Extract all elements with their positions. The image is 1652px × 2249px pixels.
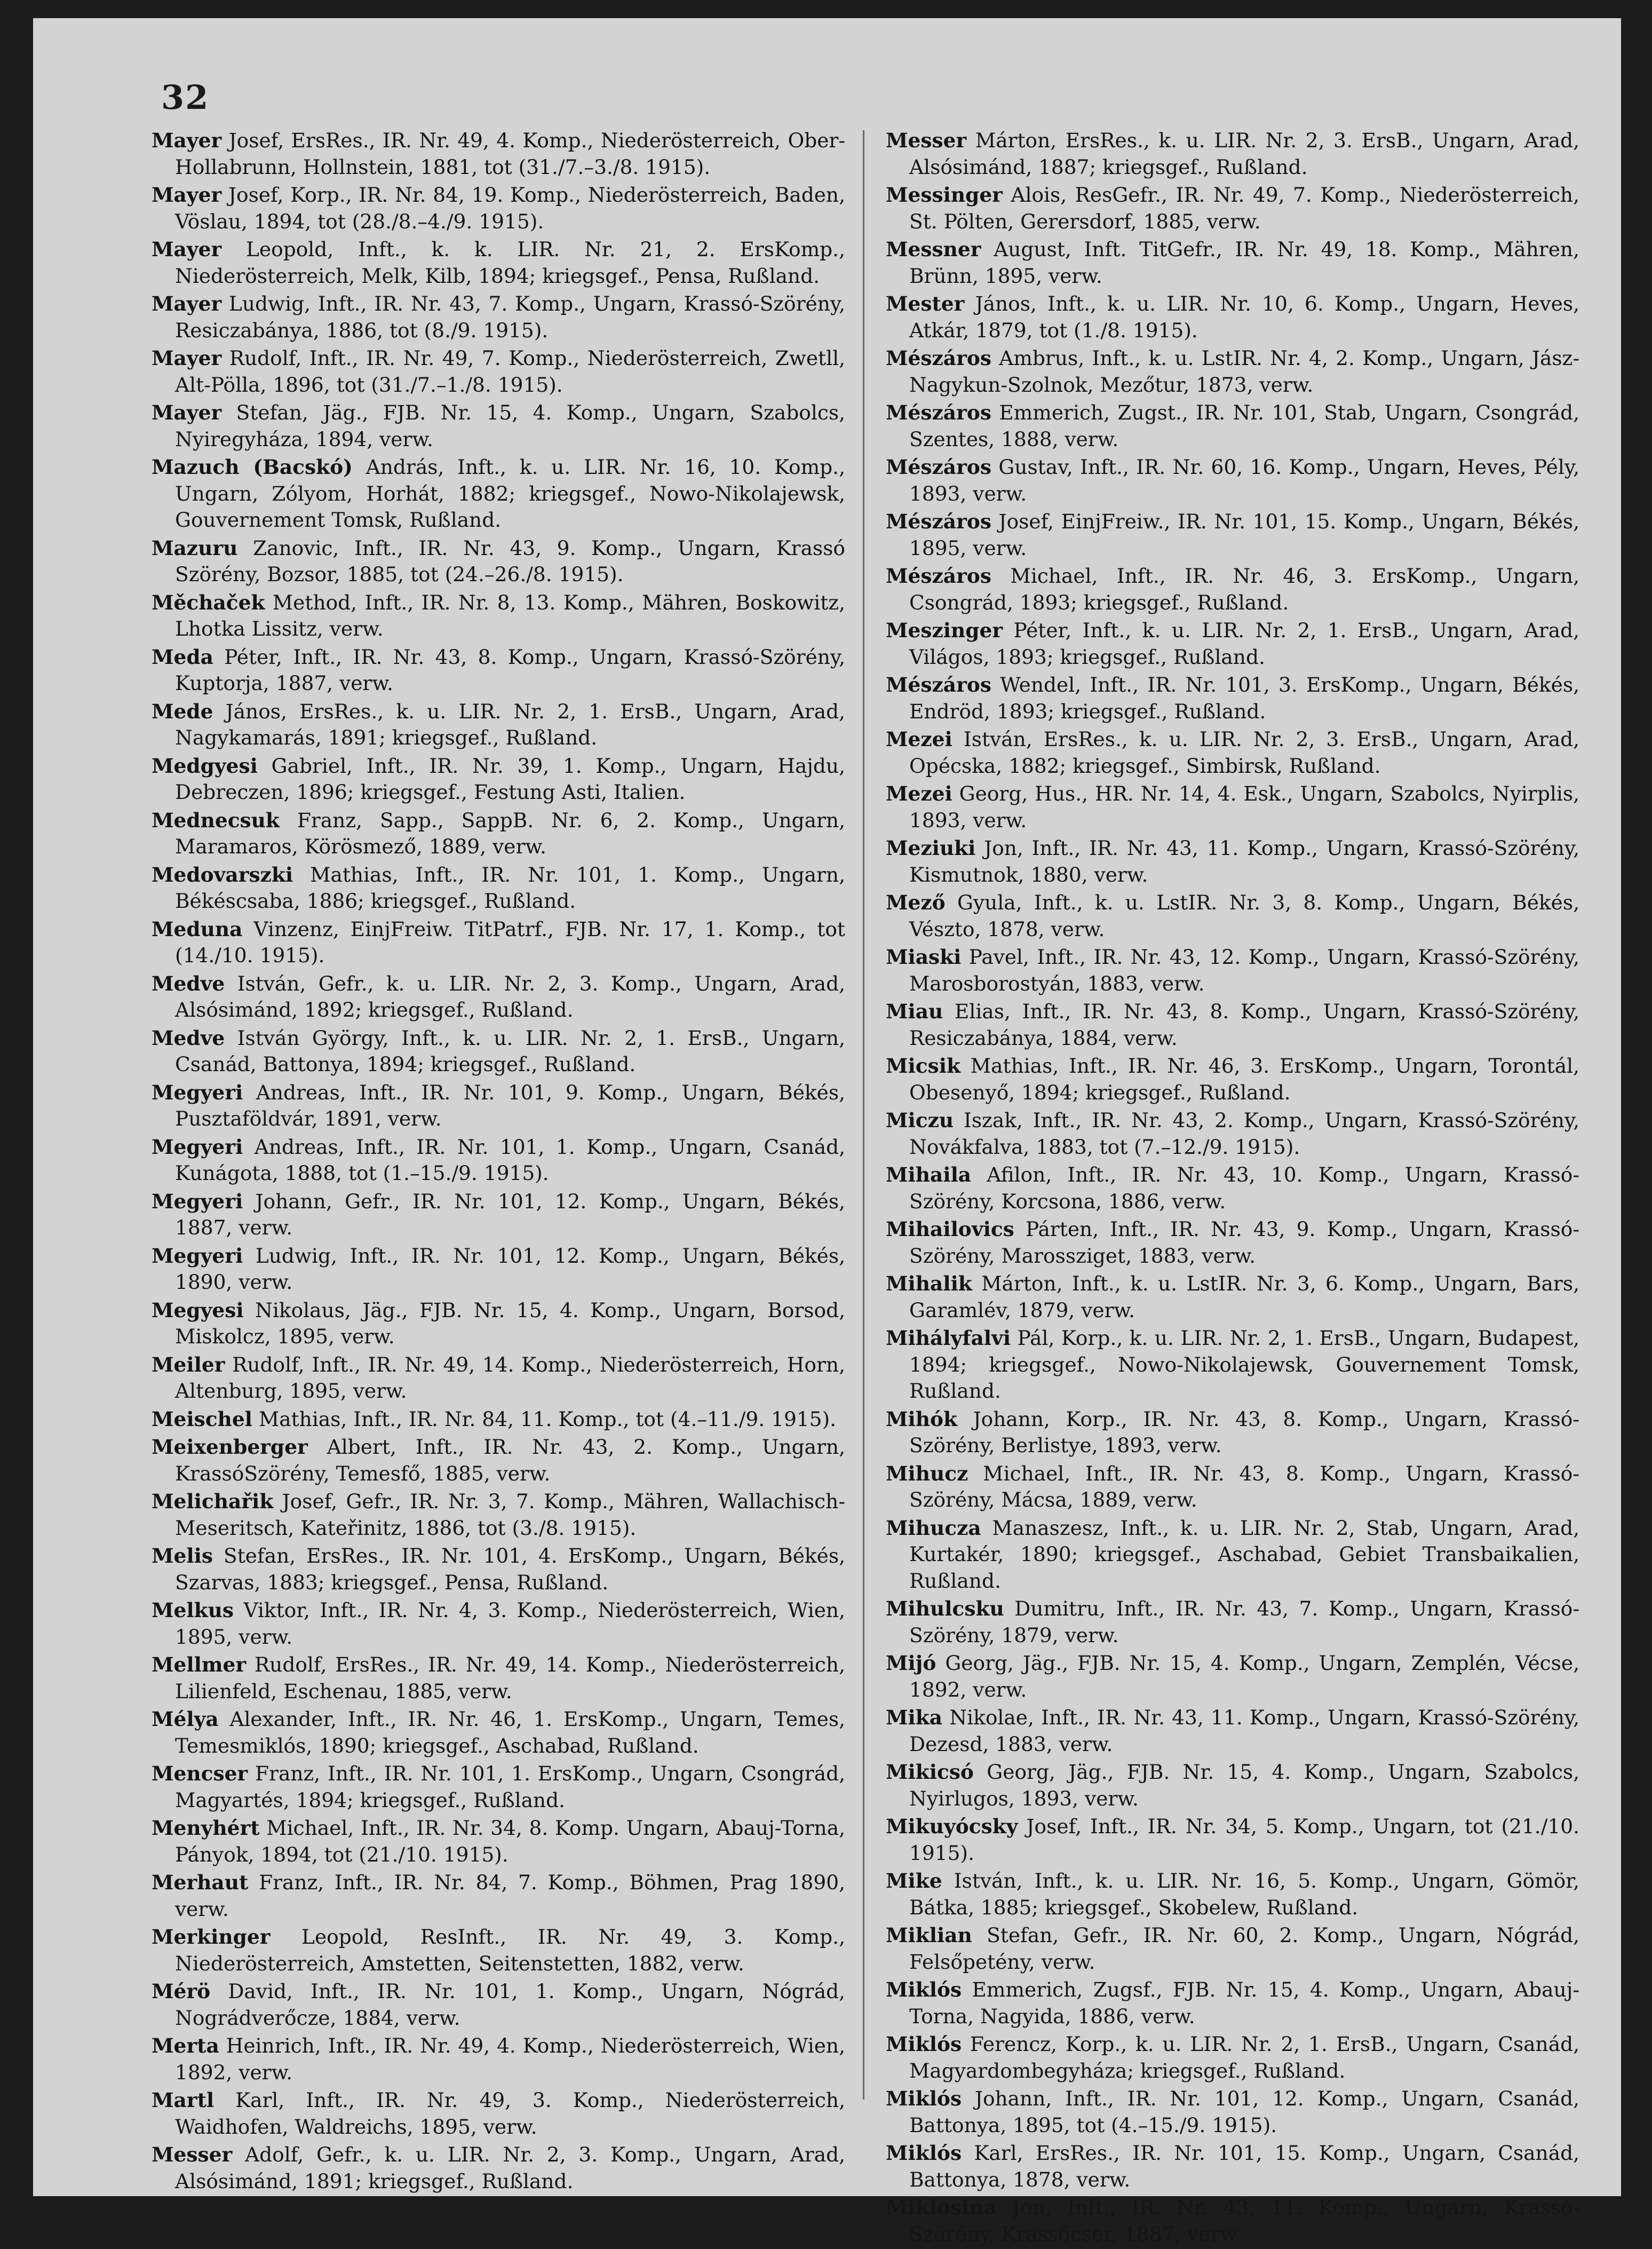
entry-details: Viktor, Inft., IR. Nr. 4, 3. Komp., Niederösterreich, Wien, 1895, verw. <box>175 1598 845 1649</box>
entry-surname: Meszinger <box>886 619 1003 642</box>
entry-details: Emmerich, Zugsf., FJB. Nr. 15, 4. Komp., Ungarn, Abauj-Torna, Nagyida, 1886, verw. <box>909 1978 1579 2028</box>
register-entry <box>152 400 845 453</box>
register-entry <box>886 2140 1579 2193</box>
register-entry <box>152 1352 845 1405</box>
register-entry <box>886 1162 1579 1215</box>
register-entry <box>152 1243 845 1296</box>
entry-surname: Mazuch (Bacskó) <box>152 455 353 479</box>
entry-details: Stefan, Jäg., FJB. Nr. 15, 4. Komp., Ungarn, Szabolcs, Nyiregyháza, 1894, verw. <box>175 401 845 451</box>
register-entry <box>886 1814 1579 1866</box>
entry-details: Iszak, Inft., IR. Nr. 43, 2. Komp., Ungarn, Krassó-Szörény, Novákfalva, 1883, tot (7.–12./9. 1915). <box>909 1108 1579 1159</box>
register-entry <box>886 672 1579 725</box>
register-entry <box>886 1977 1579 2030</box>
entry-surname: Messner <box>886 237 981 261</box>
entry-details: András, Inft., k. u. LIR. Nr. 16, 10. Komp., Ungarn, Zólyom, Horhát, 1882; kriegsgef., Nowo-Nikolajewsk, Gouvernement Tomsk, Rußland. <box>175 455 845 532</box>
register-entry <box>152 916 845 969</box>
register-entry <box>152 1297 845 1350</box>
entry-surname: Mikuyócsky <box>886 1815 1018 1838</box>
entry-details: Franz, Inft., IR. Nr. 84, 7. Komp., Böhmen, Prag 1890, verw. <box>175 1871 845 1921</box>
register-entry <box>886 291 1579 344</box>
register-entry <box>886 726 1579 779</box>
register-entry <box>886 1053 1579 1106</box>
register-entry <box>886 1596 1579 1649</box>
register-entry <box>886 1216 1579 1269</box>
entry-details: Stefan, ErsRes., IR. Nr. 101, 4. ErsKomp., Ungarn, Békés, Szarvas, 1883; kriegsgef., Pensa, Rußland. <box>175 1544 845 1594</box>
entry-details: Mathias, Inft., IR. Nr. 46, 3. ErsKomp., Ungarn, Torontál, Obesenyő, 1894; kriegsgef., Rußland. <box>909 1054 1579 1104</box>
register-entry <box>152 2087 845 2140</box>
entry-surname: Miau <box>886 1000 943 1023</box>
entry-surname: Mihulcsku <box>886 1597 1004 1620</box>
entry-surname: Miklós <box>886 2032 962 2056</box>
entry-details: István, Gefr., k. u. LIR. Nr. 2, 3. Komp., Ungarn, Arad, Alsósimánd, 1892; kriegsgef., Rußland. <box>175 971 845 1021</box>
register-entry <box>152 2142 845 2195</box>
register-entry <box>886 128 1579 180</box>
entry-surname: Medve <box>152 971 225 995</box>
entry-surname: Mayer <box>152 292 222 315</box>
entry-surname: Mihailovics <box>886 1217 1014 1241</box>
entry-details: Andreas, Inft., IR. Nr. 101, 9. Komp., Ungarn, Békés, Pusztaföldvár, 1891, verw. <box>175 1080 845 1130</box>
entry-surname: Mérö <box>152 1979 211 2003</box>
entry-surname: Mihucz <box>886 1461 968 1485</box>
register-entry <box>886 509 1579 561</box>
register-entry <box>152 1870 845 1922</box>
entry-details: Jon, Inft., IR. Nr. 43, 11. Komp., Ungarn, Krassó-Szörény, Kismutnok, 1880, verw. <box>909 836 1579 886</box>
entry-details: Johann, Inft., IR. Nr. 101, 12. Komp., Ungarn, Csanád, Battonya, 1895, tot (4.–15./9. 1915). <box>909 2087 1579 2137</box>
column-divider <box>863 130 864 2100</box>
register-entry <box>152 1025 845 1078</box>
entry-details: Franz, Inft., IR. Nr. 101, 1. ErsKomp., Ungarn, Csongrád, Magyartés, 1894; kriegsgef., Rußland. <box>175 1762 845 1812</box>
register-entry <box>152 644 845 697</box>
entry-details: Josef, EinjFreiw., IR. Nr. 101, 15. Komp., Ungarn, Békés, 1895, verw. <box>909 510 1579 560</box>
entry-details: Jon, Inft., IR. Nr. 43, 11. Komp., Ungarn, Krassó-Szörény, Krassócser, 1887, verw. <box>909 2196 1579 2246</box>
register-entry <box>886 2031 1579 2084</box>
entry-surname: Miklós <box>886 2087 962 2110</box>
entry-surname: Meischel <box>152 1407 252 1431</box>
page-number: 32 <box>161 78 210 117</box>
register-entry <box>152 1706 845 1759</box>
entry-details: Josef, Inft., IR. Nr. 34, 5. Komp., Ungarn, tot (21./10. 1915). <box>909 1815 1579 1865</box>
entry-surname: Medgyesi <box>152 754 258 778</box>
register-entry <box>886 1515 1579 1595</box>
register-entry <box>886 1461 1579 1514</box>
entry-details: Ambrus, Inft., k. u. LstIR. Nr. 4, 2. Komp., Ungarn, Jász-Nagykun-Szolnok, Mezőtur, 1873, verw. <box>909 346 1579 397</box>
register-entry <box>886 182 1579 235</box>
register-entry <box>886 781 1579 834</box>
register-entry <box>152 1488 845 1541</box>
entry-surname: Mike <box>886 1869 942 1892</box>
entry-details: David, Inft., IR. Nr. 101, 1. Komp., Ungarn, Nógrád, Nográdverőcze, 1884, verw. <box>175 1979 845 2030</box>
register-entry <box>152 1543 845 1596</box>
entry-details: Adolf, Gefr., k. u. LIR. Nr. 2, 3. Komp., Ungarn, Arad, Alsósimánd, 1891; kriegsgef., Rußland. <box>175 2143 845 2193</box>
entry-surname: Messinger <box>886 183 1003 207</box>
entry-details: Gustav, Inft., IR. Nr. 60, 16. Komp., Ungarn, Heves, Pély, 1893, verw. <box>909 455 1579 505</box>
entry-details: Heinrich, Inft., IR. Nr. 49, 4. Komp., Niederösterreich, Wien, 1892, verw. <box>175 2034 845 2084</box>
register-entry <box>152 1597 845 1650</box>
entry-surname: Meda <box>152 645 213 669</box>
entry-surname: Mészáros <box>886 564 991 588</box>
entry-details: Péter, Inft., k. u. LIR. Nr. 2, 1. ErsB., Ungarn, Arad, Világos, 1893; kriegsgef., Rußland. <box>909 619 1579 669</box>
entry-details: István, Inft., k. u. LIR. Nr. 16, 5. Komp., Ungarn, Gömör, Bátka, 1885; kriegsgef., Skobelew, Rußland. <box>909 1869 1579 1919</box>
entry-details: Péter, Inft., IR. Nr. 43, 8. Komp., Ungarn, Krassó-Szörény, Kuptorja, 1887, verw. <box>175 645 845 695</box>
entry-surname: Melis <box>152 1544 213 1567</box>
register-entry <box>886 1406 1579 1459</box>
entry-details: Method, Inft., IR. Nr. 8, 13. Komp., Mähren, Boskowitz, Lhotka Lissitz, verw. <box>175 590 845 640</box>
entry-details: Andreas, Inft., IR. Nr. 101, 1. Komp., Ungarn, Csanád, Kunágota, 1888, tot (1.–15./9. 1915). <box>175 1135 845 1185</box>
entry-surname: Mihók <box>886 1407 958 1431</box>
entry-details: Gyula, Inft., k. u. LstIR. Nr. 3, 8. Komp., Ungarn, Békés, Vészto, 1878, verw. <box>909 891 1579 941</box>
entry-details: Dumitru, Inft., IR. Nr. 43, 7. Komp., Ungarn, Krassó-Szörény, 1879, verw. <box>909 1597 1579 1647</box>
entry-details: Gabriel, Inft., IR. Nr. 39, 1. Komp., Ungarn, Hajdu, Debreczen, 1896; kriegsgef., Festung Asti, Italien. <box>175 754 845 804</box>
register-entry <box>886 236 1579 289</box>
entry-surname: Martl <box>152 2088 215 2112</box>
register-entry <box>886 345 1579 398</box>
left-column <box>152 128 845 2196</box>
entry-surname: Megyeri <box>152 1080 243 1104</box>
register-entry <box>152 1978 845 2031</box>
entry-details: Márton, Inft., k. u. LstIR. Nr. 3, 6. Komp., Ungarn, Bars, Garamlév, 1879, verw. <box>909 1272 1579 1322</box>
register-entry <box>886 2195 1579 2247</box>
entry-details: Johann, Korp., IR. Nr. 43, 8. Komp., Ungarn, Krassó-Szörény, Berlistye, 1893, verw. <box>909 1407 1579 1457</box>
entry-details: Alexander, Inft., IR. Nr. 46, 1. ErsKomp., Ungarn, Temes, Temesmiklós, 1890; kriegsgef., Aschabad, Rußland. <box>175 1707 845 1757</box>
entry-surname: Mihalik <box>886 1272 972 1295</box>
entry-surname: Mika <box>886 1706 943 1729</box>
entry-details: Wendel, Inft., IR. Nr. 101, 3. ErsKomp., Ungarn, Békés, Endröd, 1893; kriegsgef., Rußland. <box>909 673 1579 723</box>
register-entry <box>886 835 1579 888</box>
entry-surname: Mészáros <box>886 401 991 424</box>
entry-surname: Miklosina <box>886 2196 997 2219</box>
entry-details: Karl, ErsRes., IR. Nr. 101, 15. Komp., Ungarn, Csanád, Battonya, 1878, verw. <box>909 2141 1579 2191</box>
register-entry <box>886 944 1579 997</box>
register-entry <box>886 1271 1579 1324</box>
entry-surname: Megyeri <box>152 1189 243 1213</box>
entry-surname: Meiler <box>152 1352 225 1376</box>
entry-surname: Meduna <box>152 917 243 941</box>
register-entry <box>886 999 1579 1051</box>
register-entry <box>886 1107 1579 1160</box>
entry-surname: Mester <box>886 292 965 315</box>
entry-details: Párten, Inft., IR. Nr. 43, 9. Komp., Ungarn, Krassó-Szörény, Marossziget, 1883, verw. <box>909 1217 1579 1268</box>
entry-surname: Mezei <box>886 727 952 751</box>
entry-surname: Messer <box>152 2143 233 2166</box>
register-entry <box>152 1652 845 1705</box>
register-entry <box>152 236 845 289</box>
entry-details: Márton, ErsRes., k. u. LIR. Nr. 2, 3. ErsB., Ungarn, Arad, Alsósimánd, 1887; kriegsgef., Rußland. <box>909 129 1579 179</box>
entry-surname: Mednecsuk <box>152 808 280 832</box>
entry-details: Albert, Inft., IR. Nr. 43, 2. Komp., Ungarn, KrassóSzörény, Temesfő, 1885, verw. <box>175 1435 845 1485</box>
entry-details: Ferencz, Korp., k. u. LIR. Nr. 2, 1. ErsB., Ungarn, Csanád, Magyardombegyháza; kriegsgef., Rußland. <box>909 2032 1579 2082</box>
entry-surname: Medve <box>152 1026 225 1050</box>
entry-details: Josef, ErsRes., IR. Nr. 49, 4. Komp., Niederösterreich, Ober-Hollabrunn, Hollnstein, 1881, tot (31./7.–3./8. 1915). <box>175 129 845 179</box>
register-entry <box>152 862 845 915</box>
entry-surname: Megyeri <box>152 1244 243 1268</box>
entry-surname: Meixenberger <box>152 1435 308 1459</box>
entry-surname: Mayer <box>152 183 222 207</box>
entry-surname: Mayer <box>152 129 222 152</box>
entry-surname: Mikicsó <box>886 1760 974 1784</box>
entry-details: Rudolf, Inft., IR. Nr. 49, 7. Komp., Niederösterreich, Zwetll, Alt-Pölla, 1896, tot (31./7.–1./8. 1915). <box>175 346 845 397</box>
entry-surname: Mellmer <box>152 1653 247 1676</box>
document-page <box>33 18 1621 2246</box>
entry-surname: Mede <box>152 699 213 723</box>
register-entry <box>886 1868 1579 1921</box>
entry-surname: Miaski <box>886 945 962 969</box>
entry-surname: Micsik <box>886 1054 960 1078</box>
register-entry <box>886 890 1579 943</box>
entry-details: Manaszesz, Inft., k. u. LIR. Nr. 2, Stab, Ungarn, Arad, Kurtakér, 1890; kriegsgef., Aschabad, Gebiet Transbaikalien, Rußland. <box>909 1516 1579 1593</box>
entry-surname: Mészáros <box>886 455 991 479</box>
entry-surname: Mayer <box>152 237 222 261</box>
register-entry <box>152 971 845 1024</box>
entry-surname: Mazuru <box>152 536 238 560</box>
register-entry <box>886 617 1579 670</box>
entry-details: Mathias, Inft., IR. Nr. 84, 11. Komp., tot (4.–11./9. 1915). <box>252 1407 837 1431</box>
register-entry <box>886 1325 1579 1405</box>
register-entry <box>152 128 845 180</box>
entry-details: Nikolaus, Jäg., FJB. Nr. 15, 4. Komp., Ungarn, Borsod, Miskolcz, 1895, verw. <box>175 1298 845 1348</box>
entry-details: János, ErsRes., k. u. LIR. Nr. 2, 1. ErsB., Ungarn, Arad, Nagykamarás, 1891; kriegsgef., Rußland. <box>175 699 845 749</box>
entry-surname: Mencser <box>152 1762 248 1785</box>
entry-surname: Měchaček <box>152 590 265 614</box>
entry-details: Ludwig, Inft., IR. Nr. 101, 12. Komp., Ungarn, Békés, 1890, verw. <box>175 1244 845 1294</box>
entry-surname: Miklian <box>886 1923 972 1947</box>
entry-surname: Megyesi <box>152 1298 244 1322</box>
entry-surname: Merkinger <box>152 1925 271 1949</box>
register-entry <box>152 1815 845 1868</box>
entry-surname: Miczu <box>886 1108 954 1132</box>
entry-surname: Meziuki <box>886 836 976 860</box>
entry-surname: Megyeri <box>152 1135 243 1159</box>
entry-details: János, Inft., k. u. LIR. Nr. 10, 6. Komp., Ungarn, Heves, Atkár, 1879, tot (1./8. 1915). <box>909 292 1579 342</box>
register-entry <box>152 535 845 588</box>
register-entry <box>886 563 1579 616</box>
entry-surname: Menyhért <box>152 1816 260 1840</box>
entry-details: Zanovic, Inft., IR. Nr. 43, 9. Komp., Ungarn, Krassó Szörény, Bozsor, 1885, tot (24.–26./8. 1915). <box>175 536 845 586</box>
register-entry <box>152 1924 845 1977</box>
entry-details: Josef, Gefr., IR. Nr. 3, 7. Komp., Mähren, Wallachisch-Meseritsch, Kateřinitz, 1886, tot (3./8. 1915). <box>175 1490 845 1540</box>
register-entry <box>886 1705 1579 1757</box>
entry-surname: Melkus <box>152 1598 234 1622</box>
entry-details: Johann, Gefr., IR. Nr. 101, 12. Komp., Ungarn, Békés, 1887, verw. <box>175 1189 845 1239</box>
entry-surname: Mészáros <box>886 673 991 696</box>
entry-details: August, Inft. TitGefr., IR. Nr. 49, 18. Komp., Mähren, Brünn, 1895, verw. <box>909 237 1579 288</box>
entry-surname: Miklós <box>886 1978 962 2001</box>
entry-details: Afilon, Inft., IR. Nr. 43, 10. Komp., Ungarn, Krassó-Szörény, Korcsona, 1886, verw. <box>909 1163 1579 1213</box>
entry-details: Georg, Jäg., FJB. Nr. 15, 4. Komp., Ungarn, Szabolcs, Nyirlugos, 1893, verw. <box>909 1760 1579 1810</box>
entry-details: Michael, Inft., IR. Nr. 46, 3. ErsKomp., Ungarn, Csongrád, 1893; kriegsgef., Rußland. <box>909 564 1579 614</box>
entry-surname: Merhaut <box>152 1871 249 1894</box>
entry-details: Leopold, Inft., k. k. LIR. Nr. 21, 2. ErsKomp., Niederösterreich, Melk, Kilb, 1894; kriegsgef., Pensa, Rußland. <box>175 237 845 288</box>
entry-surname: Mihucza <box>886 1516 981 1540</box>
register-entry <box>152 2033 845 2086</box>
register-entry <box>886 454 1579 507</box>
right-column <box>886 128 1579 2249</box>
entry-surname: Merta <box>152 2034 219 2057</box>
entry-details: István György, Inft., k. u. LIR. Nr. 2, 1. ErsB., Ungarn, Csanád, Battonya, 1894; kriegsgef., Rußland. <box>175 1026 845 1076</box>
register-entry <box>152 1434 845 1487</box>
register-entry <box>152 454 845 534</box>
entry-details: Franz, Sapp., SappB. Nr. 6, 2. Komp., Ungarn, Maramaros, Körösmező, 1889, verw. <box>175 808 845 858</box>
entry-details: Rudolf, Inft., IR. Nr. 49, 14. Komp., Niederösterreich, Horn, Altenburg, 1895, verw. <box>175 1352 845 1403</box>
entry-details: Michael, Inft., IR. Nr. 43, 8. Komp., Ungarn, Krassó-Szörény, Mácsa, 1889, verw. <box>909 1461 1579 1511</box>
entry-details: Elias, Inft., IR. Nr. 43, 8. Komp., Ungarn, Krassó-Szörény, Resiczabánya, 1884, verw. <box>909 1000 1579 1050</box>
register-entry <box>152 1080 845 1133</box>
register-entry <box>152 699 845 751</box>
register-entry <box>886 400 1579 453</box>
entry-surname: Messer <box>886 129 967 152</box>
entry-details: Michael, Inft., IR. Nr. 34, 8. Komp. Ungarn, Abauj-Torna, Pányok, 1894, tot (21./10. 1915). <box>175 1816 845 1866</box>
register-entry <box>886 2086 1579 2139</box>
entry-details: Georg, Hus., HR. Nr. 14, 4. Esk., Ungarn, Szabolcs, Nyirplis, 1893, verw. <box>909 782 1579 832</box>
register-entry <box>152 1761 845 1814</box>
register-entry <box>152 807 845 860</box>
entry-surname: Mihályfalvi <box>886 1326 1011 1350</box>
entry-details: Pavel, Inft., IR. Nr. 43, 12. Komp., Ungarn, Krassó-Szörény, Marosborostyán, 1883, verw. <box>909 945 1579 995</box>
register-entry <box>152 590 845 643</box>
entry-surname: Mayer <box>152 401 222 424</box>
entry-surname: Mészáros <box>886 346 991 370</box>
register-entry <box>886 1650 1579 1703</box>
entry-surname: Miklós <box>886 2141 962 2165</box>
entry-details: Karl, Inft., IR. Nr. 49, 3. Komp., Niederösterreich, Waidhofen, Waldreichs, 1895, verw. <box>175 2088 845 2139</box>
entry-surname: Mészáros <box>886 510 991 533</box>
entry-details: Pál, Korp., k. u. LIR. Nr. 2, 1. ErsB., Ungarn, Budapest, 1894; kriegsgef., Nowo-Nikolajewsk, Gouvernement Tomsk, Rußland. <box>909 1326 1579 1403</box>
register-entry <box>152 345 845 398</box>
entry-details: Vinzenz, EinjFreiw. TitPatrf., FJB. Nr. 17, 1. Komp., tot (14./10. 1915). <box>175 917 845 967</box>
entry-details: Mathias, Inft., IR. Nr. 101, 1. Komp., Ungarn, Békéscsaba, 1886; kriegsgef., Rußland. <box>175 862 845 913</box>
entry-surname: Mezei <box>886 782 952 805</box>
entry-details: Alois, ResGefr., IR. Nr. 49, 7. Komp., Niederösterreich, St. Pölten, Gerersdorf, 1885, verw. <box>909 183 1579 233</box>
entry-details: Emmerich, Zugst., IR. Nr. 101, Stab, Ungarn, Csongrád, Szentes, 1888, verw. <box>909 401 1579 451</box>
entry-surname: Mélya <box>152 1707 219 1731</box>
register-entry <box>152 753 845 806</box>
register-entry <box>152 182 845 235</box>
entry-details: Leopold, ResInft., IR. Nr. 49, 3. Komp., Niederösterreich, Amstetten, Seitenstetten, 1882, verw. <box>175 1925 845 1975</box>
entry-surname: Mező <box>886 891 946 914</box>
entry-surname: Mihaila <box>886 1163 972 1186</box>
entry-details: Rudolf, ErsRes., IR. Nr. 49, 14. Komp., Niederösterreich, Lilienfeld, Eschenau, 1885, verw. <box>175 1653 845 1703</box>
entry-surname: Melichařik <box>152 1490 274 1513</box>
entry-surname: Medovarszki <box>152 862 293 886</box>
entry-surname: Mayer <box>152 346 222 370</box>
register-entry <box>152 1406 845 1433</box>
entry-details: Georg, Jäg., FJB. Nr. 15, 4. Komp., Ungarn, Zemplén, Vécse, 1892, verw. <box>909 1651 1579 1701</box>
register-entry <box>152 1134 845 1187</box>
register-entry <box>152 291 845 344</box>
entry-details: István, ErsRes., k. u. LIR. Nr. 2, 3. ErsB., Ungarn, Arad, Opécska, 1882; kriegsgef., Simbirsk, Rußland. <box>909 727 1579 778</box>
entry-details: Nikolae, Inft., IR. Nr. 43, 11. Komp., Ungarn, Krassó-Szörény, Dezesd, 1883, verw. <box>909 1706 1579 1756</box>
register-entry <box>152 1189 845 1241</box>
register-entry <box>886 1922 1579 1975</box>
entry-details: Josef, Korp., IR. Nr. 84, 19. Komp., Niederösterreich, Baden, Vöslau, 1894, tot (28./8.–4./9. 1915). <box>175 183 845 233</box>
entry-surname: Mijó <box>886 1651 936 1675</box>
entry-details: Ludwig, Inft., IR. Nr. 43, 7. Komp., Ungarn, Krassó-Szörény, Resiczabánya, 1886, tot (8./9. 1915). <box>175 292 845 342</box>
register-entry <box>886 1759 1579 1812</box>
entry-details: Stefan, Gefr., IR. Nr. 60, 2. Komp., Ungarn, Nógrád, Felsőpetény, verw. <box>909 1923 1579 1974</box>
